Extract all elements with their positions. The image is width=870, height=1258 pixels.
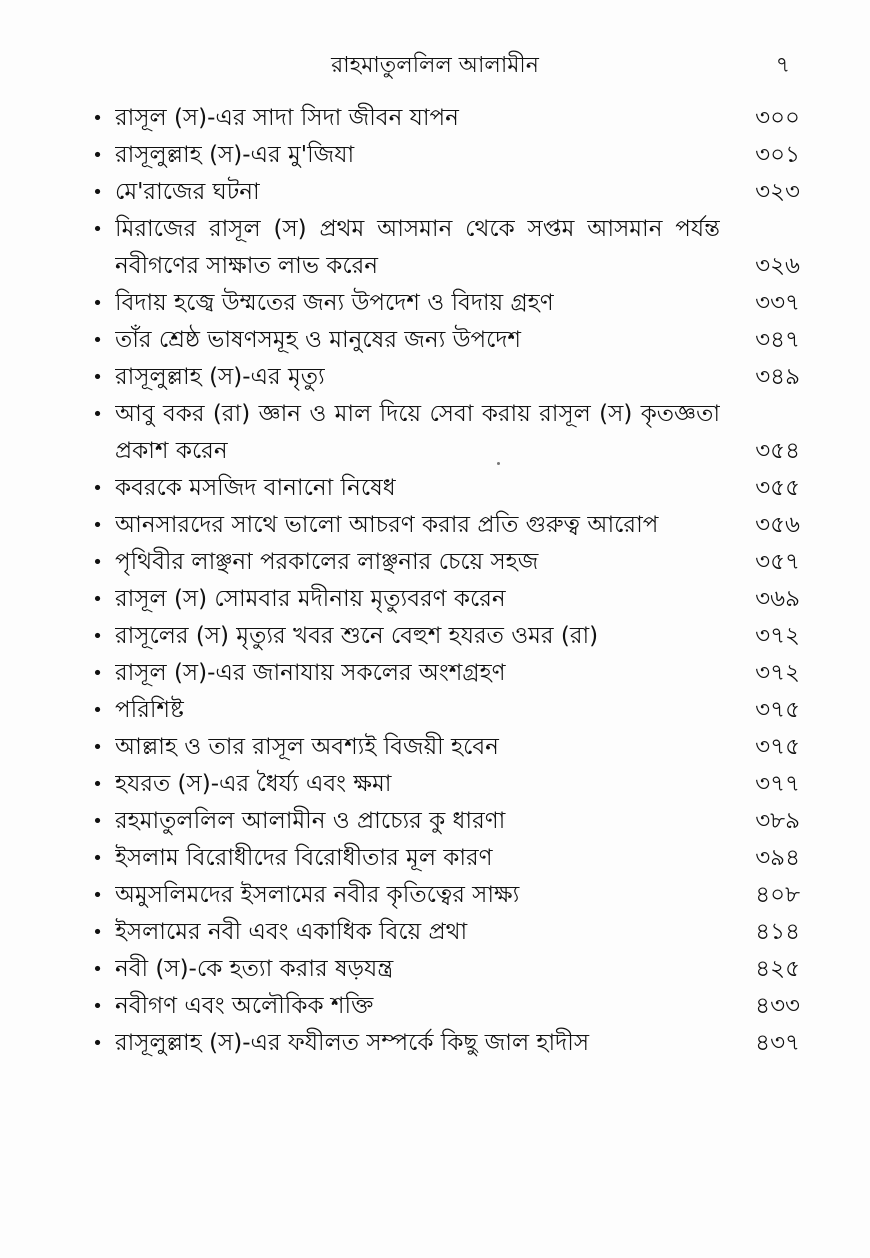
running-title: রাহমাতুললিল আলামীন <box>331 53 539 78</box>
toc-entry <box>80 951 800 988</box>
bullet-icon: • <box>92 1033 103 1054</box>
bullet-icon: • <box>92 219 103 240</box>
toc-entry-page: ৩৪৭ <box>755 327 800 353</box>
toc-entry-page: ৩৯৪ <box>755 845 800 871</box>
toc-entry-page: ৩২৬ <box>755 253 800 279</box>
toc-entry <box>80 285 800 322</box>
bullet-icon: • <box>92 811 103 832</box>
print-speck <box>497 462 500 465</box>
toc-entry <box>80 618 800 655</box>
toc-entry-page: ৩৭২ <box>755 660 800 686</box>
toc-entry-title: রাসূলুল্লাহ (স)-এর মৃত্যু <box>115 364 325 390</box>
bullet-icon: • <box>92 774 103 795</box>
toc-entry-body <box>115 470 800 507</box>
toc-entry-title: নবীগণ এবং অলৌকিক শক্তি <box>115 993 374 1019</box>
bullet-icon: • <box>92 959 103 980</box>
bullet-icon: • <box>92 404 103 425</box>
toc-entry <box>80 470 800 507</box>
toc-entry <box>80 655 800 692</box>
toc-entry <box>80 544 800 581</box>
toc-entry-page: ৩৭২ <box>755 623 800 649</box>
toc-entry <box>80 803 800 840</box>
toc-entry <box>80 1025 800 1062</box>
toc-entry-title: নবী (স)-কে হত্যা করার ষড়যন্ত্র <box>115 956 394 982</box>
bullet-icon: • <box>92 663 103 684</box>
toc-entry-page: ৩৩৭ <box>755 290 800 316</box>
toc-entry-title: রহমাতুললিল আলামীন ও প্রাচ্যের কু ধারণা <box>115 808 506 834</box>
toc-entry-body <box>115 840 800 877</box>
toc-entry-page: ৩০১ <box>755 142 800 168</box>
bullet-icon: • <box>92 737 103 758</box>
page-number: ৭ <box>775 53 790 78</box>
toc-entry-body <box>115 803 800 840</box>
toc-entry-title: পৃথিবীর লাঞ্ছনা পরকালের লাঞ্ছনার চেয়ে সহজ <box>115 549 539 575</box>
toc-entry-title: কবরকে মসজিদ বানানো নিষেধ <box>115 475 396 501</box>
toc-entry-body <box>115 951 800 988</box>
bullet-icon: • <box>92 885 103 906</box>
toc-entry <box>80 137 800 174</box>
bullet-icon: • <box>92 293 103 314</box>
toc-entry-title: রাসূলের (স) মৃত্যুর খবর শুনে বেহুশ হযরত ওমর (রা) <box>115 623 599 649</box>
toc-entry-body <box>115 692 800 729</box>
toc-entry-body <box>115 285 800 322</box>
toc-entry <box>80 322 800 359</box>
toc-entry-page: ৩৪৯ <box>755 364 800 390</box>
toc-entry-body <box>115 359 800 396</box>
toc-entry-title: অমুসলিমদের ইসলামের নবীর কৃতিত্বের সাক্ষ্য <box>115 882 520 908</box>
toc-entry-body <box>115 100 800 137</box>
toc-entry-page: ৩৫৭ <box>755 549 800 575</box>
toc-entry <box>80 988 800 1025</box>
toc-entry-title: ইসলামের নবী এবং একাধিক বিয়ে প্রথা <box>115 919 468 945</box>
toc-entry-title: আনসারদের সাথে ভালো আচরণ করার প্রতি গুরুত্ব আরোপ <box>115 512 659 538</box>
bullet-icon: • <box>92 367 103 388</box>
toc-entry-page: ৩৫৫ <box>755 475 800 501</box>
bullet-icon: • <box>92 700 103 721</box>
table-of-contents <box>80 100 800 1062</box>
toc-entry-title: হযরত (স)-এর ধৈর্য্য এবং ক্ষমা <box>115 771 392 797</box>
toc-entry <box>80 877 800 914</box>
bullet-icon: • <box>92 552 103 573</box>
toc-entry-body <box>115 174 800 211</box>
toc-entry-body <box>115 729 800 766</box>
toc-entry-title: রাসূলুল্লাহ (স)-এর মু'জিযা <box>115 142 355 168</box>
toc-entry-title: মে'রাজের ঘটনা <box>115 179 260 205</box>
toc-entry-page: ৪১৪ <box>755 919 800 945</box>
bullet-icon: • <box>92 589 103 610</box>
toc-entry-title: মিরাজের রাসূল (স) প্রথম আসমান থেকে সপ্তম আসমান পর্যন্ত নবীগণের সাক্ষাত লাভ করেন <box>115 216 720 279</box>
toc-entry <box>80 766 800 803</box>
toc-entry <box>80 729 800 766</box>
bullet-icon: • <box>92 996 103 1017</box>
toc-entry-body <box>115 655 800 692</box>
toc-entry <box>80 100 800 137</box>
toc-entry <box>80 692 800 729</box>
toc-entry <box>80 581 800 618</box>
toc-entry-title: রাসূল (স)-এর জানাযায় সকলের অংশগ্রহণ <box>115 660 506 686</box>
toc-entry-body <box>115 877 800 914</box>
bullet-icon: • <box>92 182 103 203</box>
bullet-icon: • <box>92 626 103 647</box>
toc-entry-page: ৪২৫ <box>755 956 800 982</box>
toc-entry-page: ৩২৩ <box>755 179 800 205</box>
bullet-icon: • <box>92 515 103 536</box>
toc-entry-title: ইসলাম বিরোধীদের বিরোধীতার মূল কারণ <box>115 845 493 871</box>
toc-entry-body <box>115 766 800 803</box>
toc-entry-body <box>115 618 800 655</box>
toc-entry-body <box>115 914 800 951</box>
toc-entry-title: আবু বকর (রা) জ্ঞান ও মাল দিয়ে সেবা করায় রাসূল (স) কৃতজ্ঞতা প্রকাশ করেন <box>115 401 720 464</box>
bullet-icon: • <box>92 848 103 869</box>
toc-entry <box>80 396 800 470</box>
toc-entry <box>80 174 800 211</box>
toc-entry-body <box>115 211 800 285</box>
toc-entry-title: তাঁর শ্রেষ্ঠ ভাষণসমূহ ও মানুষের জন্য উপদেশ <box>115 327 522 353</box>
toc-entry-page: ৩৭৫ <box>755 697 800 723</box>
toc-entry-page: ৩৮৯ <box>755 808 800 834</box>
toc-entry-title: রাসূল (স) সোমবার মদীনায় মৃত্যুবরণ করেন <box>115 586 506 612</box>
toc-entry <box>80 211 800 285</box>
toc-entry <box>80 914 800 951</box>
toc-entry <box>80 507 800 544</box>
running-header <box>0 50 870 82</box>
toc-entry <box>80 840 800 877</box>
toc-entry-body <box>115 1025 800 1062</box>
toc-entry <box>80 359 800 396</box>
toc-entry-title: আল্লাহ ও তার রাসূল অবশ্যই বিজয়ী হবেন <box>115 734 499 760</box>
toc-entry-page: ৩৬৯ <box>755 586 800 612</box>
toc-entry-body <box>115 507 800 544</box>
bullet-icon: • <box>92 478 103 499</box>
bullet-icon: • <box>92 330 103 351</box>
toc-entry-body <box>115 396 800 470</box>
toc-entry-title: রাসূল (স)-এর সাদা সিদা জীবন যাপন <box>115 105 459 131</box>
toc-entry-body <box>115 137 800 174</box>
toc-entry-page: ৩০০ <box>755 105 800 131</box>
toc-entry-page: ৩৫৬ <box>755 512 800 538</box>
toc-entry-body <box>115 581 800 618</box>
bullet-icon: • <box>92 145 103 166</box>
toc-entry-page: ৩৫৪ <box>755 438 800 464</box>
toc-entry-page: ৩৭৭ <box>755 771 800 797</box>
toc-entry-title: পরিশিষ্ট <box>115 697 184 723</box>
bullet-icon: • <box>92 108 103 129</box>
toc-entry-page: ৪০৮ <box>755 882 800 908</box>
toc-entry-title: বিদায় হজ্বে উম্মতের জন্য উপদেশ ও বিদায় গ্রহণ <box>115 290 554 316</box>
toc-entry-body <box>115 322 800 359</box>
toc-entry-page: ৩৭৫ <box>755 734 800 760</box>
toc-entry-page: ৪৩৭ <box>755 1030 800 1056</box>
bullet-icon: • <box>92 922 103 943</box>
toc-entry-body <box>115 988 800 1025</box>
toc-entry-page: ৪৩৩ <box>755 993 800 1019</box>
toc-entry-body <box>115 544 800 581</box>
toc-entry-title: রাসূলুল্লাহ (স)-এর ফযীলত সম্পর্কে কিছু জাল হাদীস <box>115 1030 590 1056</box>
